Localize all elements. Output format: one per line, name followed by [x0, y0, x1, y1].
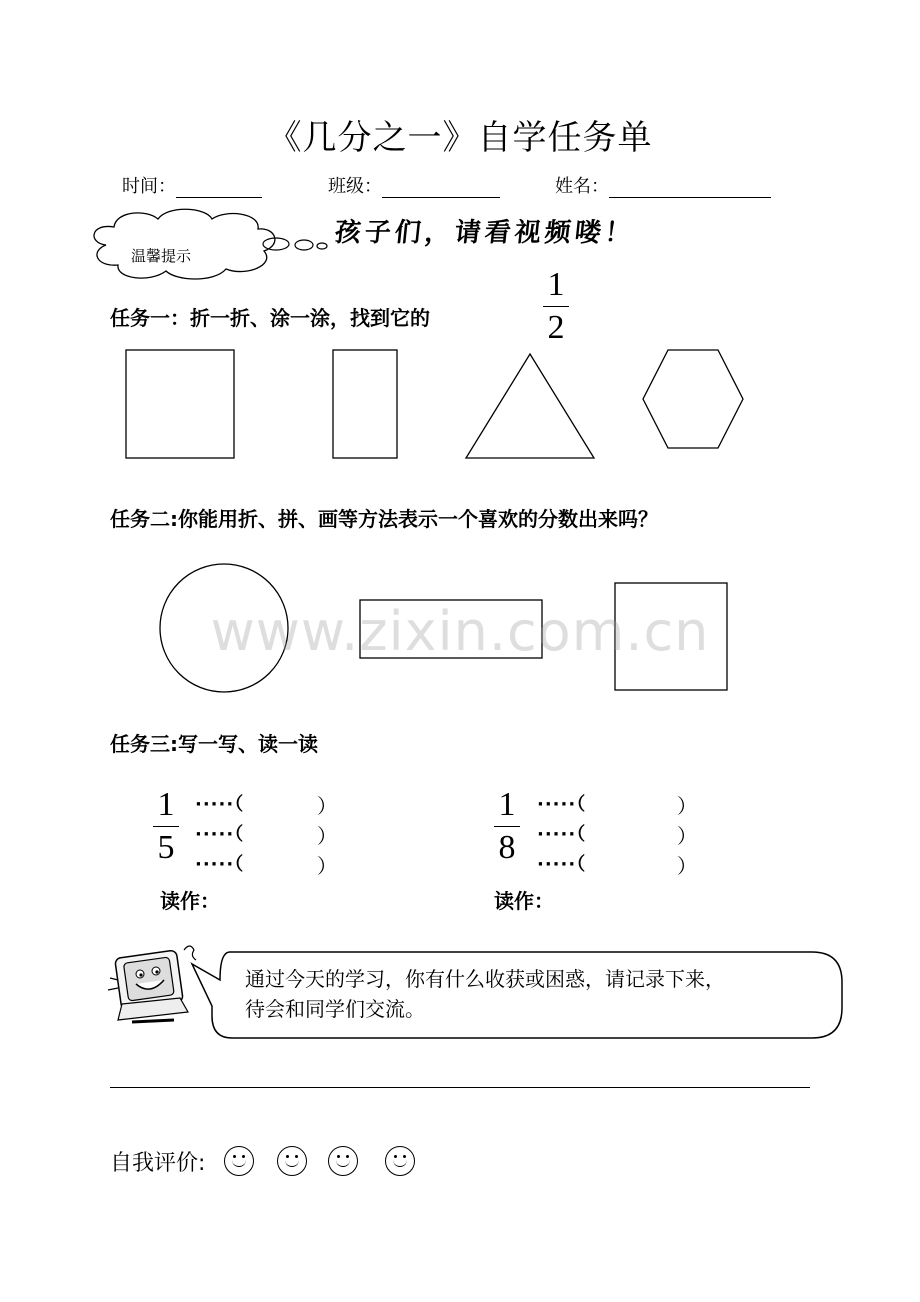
tip-cloud: [86, 205, 336, 280]
hexagon-shape[interactable]: [643, 350, 743, 448]
fraction-numerator: 1: [498, 786, 516, 823]
task3-left-rows: [195, 790, 335, 880]
writing-line[interactable]: [110, 1087, 810, 1088]
read-as-left: 读作：: [160, 889, 220, 913]
smiley-icon[interactable]: [224, 1146, 254, 1176]
triangle-shape[interactable]: [466, 354, 594, 458]
task3-left-fraction: [153, 786, 179, 867]
task1-label: 任务一：折一折、涂一涂，找到它的: [110, 306, 430, 330]
fraction-bar: [494, 826, 520, 827]
answer-row[interactable]: ·····（ ）: [195, 794, 337, 818]
task2-label: 任务二:你能用折、拼、画等方法表示一个喜欢的分数出来吗？: [110, 507, 658, 531]
name-blank[interactable]: [609, 179, 771, 198]
self-eval-label: 自我评价:: [110, 1151, 206, 1176]
class-blank[interactable]: [382, 179, 500, 198]
task3-right-rows: [537, 790, 697, 880]
task3-right-fraction: [494, 786, 520, 867]
task3-label: 任务三:写一写、读一读: [110, 732, 318, 756]
class-field: [328, 172, 500, 198]
fraction-denominator: 8: [498, 829, 516, 866]
fraction-numerator: 1: [547, 266, 565, 303]
name-field: [555, 172, 771, 198]
smiley-icon[interactable]: [328, 1146, 358, 1176]
reflection-line1: 通过今天的学习，你有什么收获或困惑，请记录下来，: [245, 967, 725, 991]
page-title: 《几分之一》自学任务单: [267, 118, 653, 158]
fraction-numerator: 1: [157, 786, 175, 823]
rectangle-shape[interactable]: [333, 350, 397, 458]
answer-row[interactable]: ·····（ ）: [195, 824, 337, 848]
computer-mascot-icon: [104, 940, 204, 1032]
name-label: 姓名：: [555, 176, 609, 197]
smiley-icon[interactable]: [385, 1146, 415, 1176]
class-label: 班级：: [328, 176, 382, 197]
answer-row[interactable]: ·····（ ）: [195, 854, 337, 878]
fraction-bar: [543, 306, 569, 307]
fraction-denominator: 5: [157, 829, 175, 866]
time-label: 时间：: [122, 176, 176, 197]
smiley-icon[interactable]: [277, 1146, 307, 1176]
answer-row[interactable]: ·····（ ）: [537, 854, 697, 878]
answer-row[interactable]: ·····（ ）: [537, 794, 697, 818]
time-blank[interactable]: [176, 179, 262, 198]
time-field: [122, 172, 262, 198]
answer-row[interactable]: ·····（ ）: [537, 824, 697, 848]
task1-fraction: [543, 266, 569, 347]
task1-shapes: [0, 340, 920, 470]
fraction-denominator: 2: [547, 309, 565, 346]
tip-cloud-label: 温馨提示: [131, 247, 192, 265]
fraction-bar: [153, 826, 179, 827]
read-as-right: 读作：: [494, 889, 554, 913]
watermark: www.zixin.com.cn: [210, 600, 710, 663]
square-shape[interactable]: [126, 350, 234, 458]
reflection-text: [245, 964, 725, 1024]
reflection-line2: 待会和同学们交流。: [245, 997, 425, 1021]
video-banner: 孩子们，请看视频喽！: [333, 218, 637, 248]
